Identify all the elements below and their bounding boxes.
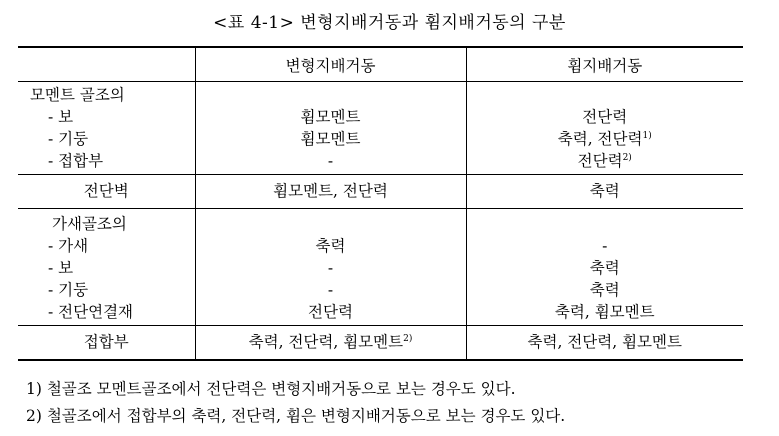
table-title: <표 4-1> 변형지배거동과 휨지배거동의 구분: [213, 13, 566, 33]
footnotes: [26, 376, 565, 430]
row-sublabel: - 전단연결재: [48, 303, 134, 321]
cell-value-wrap: [467, 128, 744, 150]
footnote-ref: 2): [622, 153, 632, 163]
cell-value: [467, 84, 744, 106]
cell-value: [467, 213, 744, 235]
table-header-row: [18, 47, 743, 82]
cell-value: 축력: [589, 281, 620, 299]
footnote-ref: 2): [403, 334, 413, 344]
cell-value-wrap: [467, 150, 744, 172]
cell-value: 축력, 전단력, 휨모멘트: [248, 333, 404, 351]
header-empty-cell: [18, 47, 195, 82]
cell-value: 축력: [315, 237, 346, 255]
cell-value: 축력, 전단력: [557, 130, 643, 148]
row-label: 전단벽: [18, 175, 195, 209]
footnote-1: 1) 철골조 모멘트골조에서 전단력은 변형지배거동으로 보는 경우도 있다.: [26, 380, 516, 398]
cell-value: -: [327, 152, 334, 170]
cell-value: 축력, 휨모멘트: [554, 303, 655, 321]
table-row-moment-frame: [18, 82, 743, 175]
cell-value: -: [327, 281, 334, 299]
row-sublabel: - 보: [48, 108, 74, 126]
header-deformation-controlled: 변형지배거동: [195, 47, 466, 82]
force-cell: 축력, 전단력, 휨모멘트: [466, 326, 743, 361]
force-cell: 축력: [466, 175, 743, 209]
cell-value: 휨모멘트: [300, 108, 361, 126]
row-sublabel: - 보: [48, 259, 74, 277]
cell-value: -: [327, 259, 334, 277]
header-force-controlled: 휨지배거동: [567, 56, 643, 75]
cell-value: 전단력: [577, 152, 623, 170]
cell-value: 축력: [589, 259, 620, 277]
row-sublabel: - 기둥: [48, 130, 89, 148]
deformation-cell: [195, 326, 466, 361]
force-cell: [466, 82, 743, 175]
row-label: 가새골조의: [52, 215, 127, 233]
cell-value: [196, 213, 466, 235]
deformation-cell: 휨모멘트, 전단력: [195, 175, 466, 209]
table-row-braced-frame: [18, 209, 743, 326]
row-label: 모멘트 골조의: [30, 86, 125, 104]
row-sublabel: - 기둥: [48, 281, 89, 299]
cell-value: 휨모멘트: [300, 130, 361, 148]
row-sublabel: - 접합부: [48, 152, 104, 170]
deformation-cell: [195, 82, 466, 175]
deformation-cell: [195, 209, 466, 326]
row-label: 접합부: [18, 326, 195, 361]
table-row-connection: [18, 326, 743, 361]
cell-value: 전단력: [582, 108, 628, 126]
footnote-2: 2) 철골조에서 접합부의 축력, 전단력, 휨은 변형지배거동으로 보는 경우도 있다.: [26, 407, 566, 425]
cell-value-wrap: [467, 106, 744, 128]
footnote-ref: 1): [642, 131, 652, 141]
table-row-shear-wall: [18, 175, 743, 209]
row-label-cell: [18, 82, 195, 175]
cell-value: -: [602, 237, 608, 255]
classification-table: [18, 46, 743, 361]
cell-value: [196, 84, 466, 106]
cell-value: 전단력: [308, 303, 353, 321]
force-cell: [466, 209, 743, 326]
row-sublabel: - 가새: [48, 237, 89, 255]
row-label-cell: [18, 209, 195, 326]
